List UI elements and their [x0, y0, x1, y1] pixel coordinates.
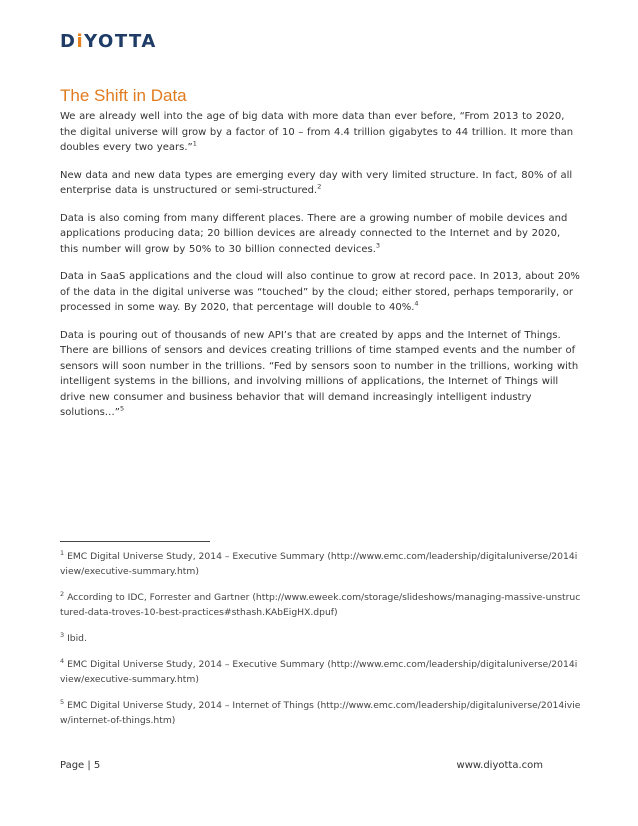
- footnote: $^1$ EMC Digital Universe Study, 2014 – Executive Summary (http://www.emc.com/leadership/digitaluniverse/2014iview/executive-summary.htm): [60, 548, 578, 577]
- footnote-number: 5: [60, 697, 65, 706]
- footnote: $^4$ EMC Digital Universe Study, 2014 – Executive Summary (http://www.emc.com/leadership/digitaluniverse/2014iview/executive-summary.htm): [60, 656, 578, 685]
- footnote-number: 2: [60, 589, 65, 598]
- footnotes: [60, 549, 582, 739]
- footnote-ref[interactable]: 5: [120, 404, 125, 413]
- paragraph: Data is also coming from many different places. There are a growing number of mobile devices and applications producing data; 20 billion devices are already connected to the Internet and by 2020, this number will grow by 50% to 30 billion connected devices.$^3$: [60, 212, 568, 255]
- footnote: $^5$ EMC Digital Universe Study, 2014 – Internet of Things (http://www.emc.com/leadership/digitaluniverse/2014iview/internet-of-things.htm): [60, 697, 581, 726]
- footnote-ref[interactable]: 4: [414, 299, 419, 308]
- footnote: $^3$ Ibid.: [60, 630, 87, 644]
- website-link[interactable]: www.diyotta.com: [456, 760, 543, 771]
- footnote-number: 3: [60, 630, 65, 639]
- logo-wordmark: DiYOTTA: [60, 30, 157, 52]
- page-number: Page | 5: [60, 760, 101, 771]
- footnote: $^2$ According to IDC, Forrester and Gartner (http://www.eweek.com/storage/slideshows/managing-massive-unstructured-data-troves-10-best-practices#sthash.KAbEigHX.dpuf): [60, 589, 581, 618]
- footnote-ref[interactable]: 1: [192, 139, 197, 148]
- section-title: The Shift in Data: [60, 86, 187, 105]
- logo-accent-letter: i: [76, 30, 85, 52]
- paragraph: New data and new data types are emerging every day with very limited structure. In fact, 80% of all enterprise data is unstructured or semi-structured.$^2$: [60, 169, 573, 196]
- footnote-divider: [60, 541, 210, 542]
- paragraph: Data is pouring out of thousands of new API’s that are created by apps and the Internet of Things. There are billions of sensors and devices creating trillions of time stamped events and the number of sensors will soon number in the trillions. “Fed by sensors soon to number in the trillions, working with intelligent systems in the billions, and involving millions of applications, the Internet of Things will drive new consumer and business behavior that will demand increasingly intelligent industry solutions…”$^5$: [60, 329, 579, 418]
- footnote-ref[interactable]: 2: [317, 182, 322, 191]
- page-footer: [60, 760, 543, 771]
- body-text: [60, 109, 582, 433]
- paragraph: Data in SaaS applications and the cloud will also continue to grow at record pace. In 2013, about 20% of the data in the digital universe was “touched” by the cloud; either stored, perhaps temporarily, or processed in some way. By 2020, that percentage will double to 40%.$^4$: [60, 271, 580, 313]
- company-logo: [60, 30, 157, 52]
- paragraph: We are already well into the age of big data with more data than ever before, “From 2013 to 2020, the digital universe will grow by a factor of 10 – from 4.4 trillion gigabytes to 44 trillion. It more than doubles every two years.”$^1$: [60, 111, 574, 153]
- footnote-ref[interactable]: 3: [375, 241, 381, 250]
- footnote-number: 4: [60, 656, 65, 665]
- footnote-number: 1: [60, 548, 65, 557]
